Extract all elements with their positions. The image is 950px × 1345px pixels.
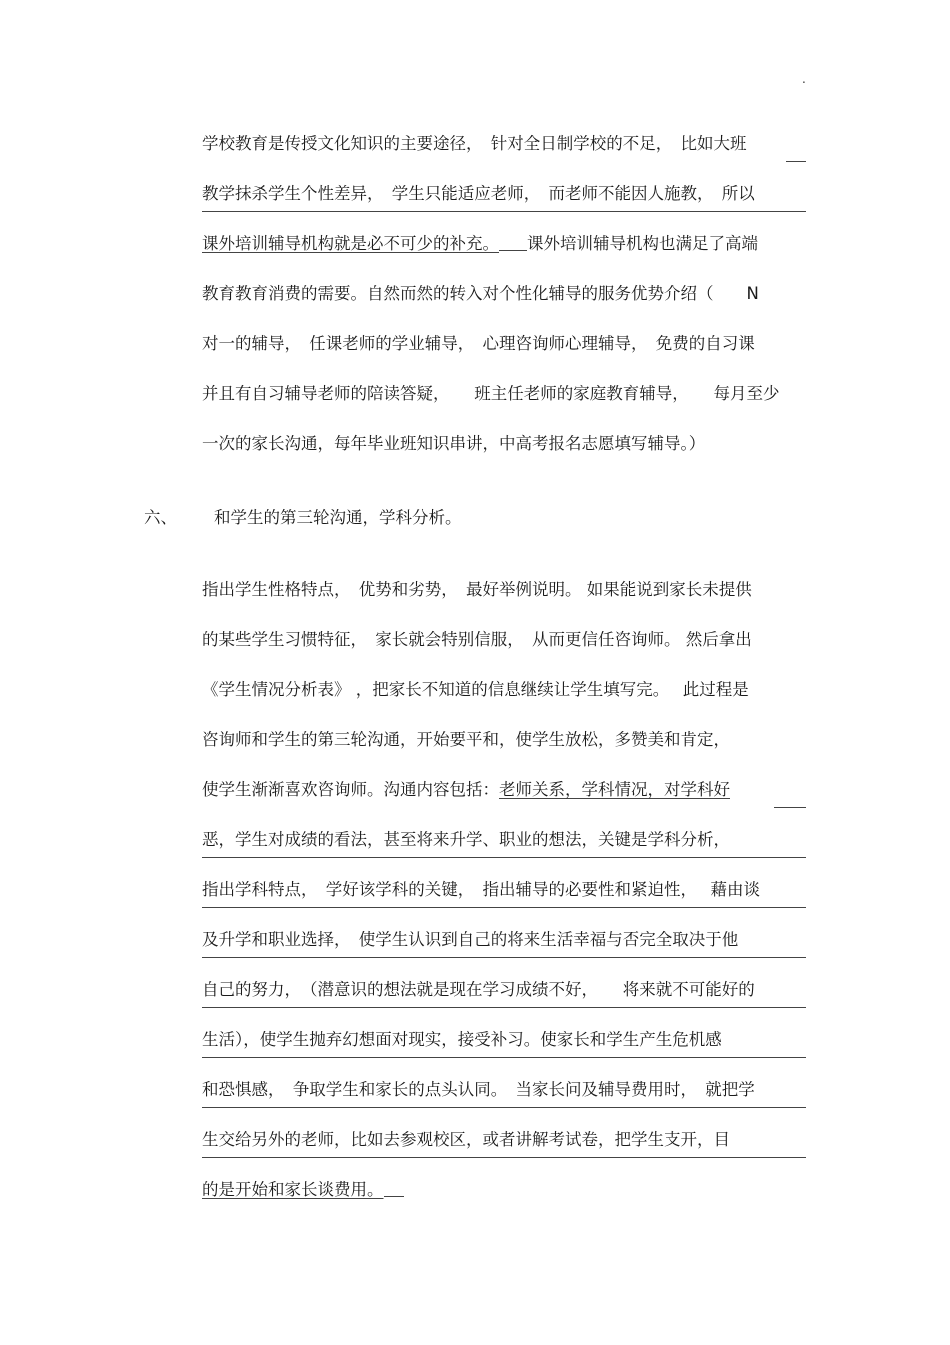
text-line: 教育教育消费的需要。自然而然的转入对个性化辅导的服务优势介绍（ N <box>202 284 759 303</box>
text-line: 生交给另外的老师，比如去参观校区，或者讲解考试卷，把学生支开，目 <box>202 1126 806 1176</box>
text-line: 学校教育是传授文化知识的主要途径， 针对全日制学校的不足， 比如大班 <box>202 130 806 180</box>
text-line <box>202 230 806 280</box>
text-line: 指出学科特点， 学好该学科的关键， 指出辅导的必要性和紧迫性， 藉由谈 <box>202 876 806 926</box>
text-line: 和恐惧感， 争取学生和家长的点头认同。 当家长问及辅导费用时， 就把学 <box>202 1076 806 1126</box>
section-title: 和学生的第三轮沟通，学科分析。 <box>214 508 462 527</box>
text-line: 并且有自习辅导老师的陪读答疑， 班主任老师的家庭教育辅导， 每月至少 <box>202 384 780 403</box>
text-line <box>202 776 806 826</box>
underlined-text: 的是开始和家长谈费用。 <box>202 1180 384 1199</box>
text-line: 自己的努力， （潜意识的想法就是现在学习成绩不好， 将来就不可能好的 <box>202 976 806 1026</box>
text-line: 指出学生性格特点， 优势和劣势， 最好举例说明。 如果能说到家长未提供 <box>202 580 752 599</box>
text-line: 教学抹杀学生个性差异， 学生只能适应老师， 而老师不能因人施教， 所以 <box>202 180 806 230</box>
underlined-text: 课外培训辅导机构就是必不可少的补充。 <box>202 234 499 253</box>
text-line: 的某些学生习惯特征， 家长就会特别信服， 从而更信任咨询师。 然后拿出 <box>202 630 752 649</box>
section-heading <box>144 504 804 534</box>
text-line: 恶，学生对成绩的看法，甚至将来升学、职业的想法，关键是学科分析， <box>202 826 806 876</box>
underlined-text: 老师关系，学科情况，对学科好 <box>499 780 730 799</box>
text-line <box>202 1176 806 1226</box>
text-segment: 使学生渐渐喜欢咨询师。沟通内容包括： <box>202 780 499 799</box>
underline-mark <box>786 161 806 162</box>
section-number: 六、 <box>144 508 177 527</box>
paragraph-education-intro <box>202 130 806 480</box>
underline-mark <box>774 807 806 808</box>
underline-gap <box>384 1196 404 1198</box>
text-line: 一次的家长沟通，每年毕业班知识串讲，中高考报名志愿填写辅导。） <box>202 434 706 453</box>
text-line: 《学生情况分析表》 ，把家长不知道的信息继续让学生填写完。 此过程是 <box>202 680 749 699</box>
text-line: 对一的辅导， 任课老师的学业辅导， 心理咨询师心理辅导， 免费的自习课 <box>202 334 755 353</box>
text-line: 生活），使学生抛弃幻想面对现实，接受补习。使家长和学生产生危机感 <box>202 1026 806 1076</box>
paragraph-student-analysis <box>202 576 806 1226</box>
text-line: 咨询师和学生的第三轮沟通，开始要平和，使学生放松，多赞美和肯定， <box>202 730 730 749</box>
text-segment: 课外培训辅导机构也满足了高端 <box>527 234 758 253</box>
text-line: 及升学和职业选择， 使学生认识到自己的将来生活幸福与否完全取决于他 <box>202 926 806 976</box>
underline-gap <box>499 250 527 252</box>
corner-mark: . <box>802 72 806 86</box>
